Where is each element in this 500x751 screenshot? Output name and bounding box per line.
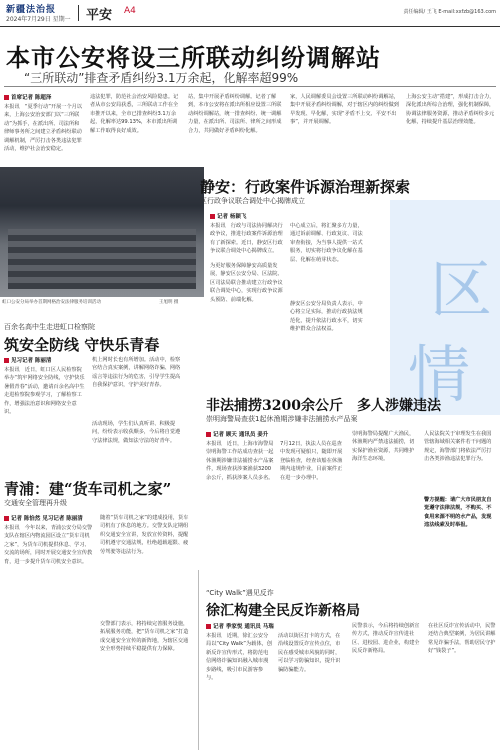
story2-column-2: 为更好服务保障静安高质量发展，静安区公安分局、区法院、区司法局联合推动建立行政争议联合调处中心，实现行政争议源头预防、前端化解。 bbox=[210, 263, 283, 303]
story5-column-1: 本报讯 近日，上海市海警局崇明海警工作站成功查获一起休渔期涉嫌非法捕捞水产品案件，现场查获涉案渔获3200余公斤，抓获涉案人员多名。 bbox=[206, 441, 274, 481]
byline-marker-icon bbox=[4, 358, 9, 363]
story4-column-3: 交警部门表示，将持续完善服务设施，拓展服务功能，把“货车司机之家”打造成交通安全宣传的新阵地，为辖区交通安全形势持续平稳提供有力保障。 bbox=[100, 621, 189, 653]
lead-column-5: 上海公安主动“搭建”，形成打击合力，深化派出所综合治理，强化机制保障，协调法律服务资源，推动矛盾纠纷多元化解，持续提升基层治理效能。 bbox=[406, 94, 495, 126]
story6-byline: 记者 季家悦 通讯员 马瑞 bbox=[206, 622, 274, 630]
lead-rule bbox=[4, 86, 496, 87]
lead-headline: 本市公安将设三所联动纠纷调解站 bbox=[6, 43, 381, 72]
decoration-char-1: 区 bbox=[430, 253, 493, 326]
story3-column-1: 本报讯 近日，虹口区人民检察院举办“筑牢网络安全防线，守护快乐暑假青春”活动，邀请百余名高中生走进检察院参观学习，了解检察工作，增强法治意识和网络安全意识。 bbox=[4, 367, 85, 416]
lead-photo bbox=[0, 167, 204, 297]
story4-byline: 记者 陈恰然 见习记者 陈丽清 bbox=[4, 514, 83, 522]
district-news-decoration bbox=[390, 200, 500, 415]
story3-column-3: 活动现场，学生们认真听讲、积极提问，纷纷表示收获颇多，今后将自觉遵守法律法规，做知法守法的好青年。 bbox=[92, 421, 181, 444]
lead-subhead: “三所联动”排查矛盾纠纷3.1万余起，化解率超99% bbox=[24, 71, 299, 85]
byline-marker-icon bbox=[4, 95, 9, 100]
issue-date: 2024年7月29日 星期一 bbox=[6, 16, 71, 23]
story3-headline: 筑安全防线 守快乐青春 bbox=[4, 336, 160, 354]
byline-marker-icon bbox=[210, 214, 215, 219]
story2-subhead: 区行政争议联合调处中心揭牌成立 bbox=[200, 197, 305, 205]
story6-column-4: 在社区反诈宣传活动中，民警还结合典型案例，为居民讲解常见诈骗手法，帮助居民守护好“钱袋子”。 bbox=[428, 623, 496, 655]
story2-headline: 静安：行政案件诉源治理新探索 bbox=[200, 178, 411, 196]
story4-column-2: 随着“货车司机之家”的建成投用，货车司机有了休息的地方。交警支队定期组织交通安全宣讲，发放宣传资料，提醒司机遵守交通法规，杜绝超载超限、疲劳驾驶等违法行为。 bbox=[100, 515, 189, 555]
story5-column-2: 7月12日，执法人员在巡查中发现可疑船只，随即开展登临检查，经查该船在休渔期内违规作业，目前案件正在进一步办理中。 bbox=[280, 441, 343, 481]
lead-column-2: 违法犯罪，防范社会治安风险隐患。记者从市公安局获悉，三所联动工作在全市推开以来，全市已排查纠纷3.1万余起，化解率达99.13%，本市派出所调解工作取得良好成效。 bbox=[90, 94, 179, 134]
story2-column-3: 中心成立后，将汇聚多方力量，通过诉前调解、行政复议、司法审查衔接，为当事人提供一站式服务，切实将行政争议化解在基层、化解在萌芽状态。 bbox=[290, 223, 363, 263]
byline-marker-icon bbox=[206, 624, 211, 629]
audience-rows bbox=[8, 229, 196, 289]
editor-info: 责任编辑/ 王飞 E-mail:xxfzb@163.com bbox=[403, 9, 496, 15]
lead-column-1: 本报讯 “夏季行动”开展一个月以来，上海公安治安部门以“三所联动”为抓手，在派出所、司法所和律师事务所之间建立矛盾纠纷联动调解机制，严厉打击各类违法犯罪活动，维护社会治安稳定。 bbox=[4, 104, 82, 153]
byline-marker-icon bbox=[4, 516, 9, 521]
byline-marker-icon bbox=[206, 432, 211, 437]
story6-column-1: 本报讯 近期，徐汇公安分局以“City Walk”为载体，创新反诈宣传形式，将防范电信网络诈骗知识融入城市漫步路线，吸引市民游客参与。 bbox=[206, 633, 272, 682]
photo-credit: 王旭明 摄 bbox=[159, 300, 179, 305]
story5-headline: 非法捕捞3200余公斤 多人涉嫌违法 bbox=[206, 398, 441, 414]
story4-column-1: 本报讯 今年以来，青浦公安分局交警支队在辖区内物流园区设立“货车司机之家”，为货车司机提供休息、学习、交流的场所，同时开展交通安全宣传教育，进一步提升货车司机安全意识。 bbox=[4, 525, 93, 565]
photo-caption: 虹口公安分局举办首期网格治安法律服务培训活动 bbox=[2, 300, 101, 305]
story5-byline: 记者 顾天 通讯员 姜升 bbox=[206, 430, 268, 438]
story6-kicker: “City Walk”遇见反诈 bbox=[206, 589, 274, 597]
decoration-char-2: 情 bbox=[408, 338, 471, 411]
lead-byline: 首席记者 陈超泽 bbox=[4, 93, 51, 101]
page-number: A4 bbox=[124, 6, 136, 16]
story5-column-4: 人民法院关于审理发生在我国管辖海域相关案件若干问题的规定，海警部门将依法严厉打击各类涉渔违法犯罪行为。 bbox=[424, 431, 492, 463]
story3-byline: 见习记者 陈丽清 bbox=[4, 356, 51, 364]
lead-column-3: 站，集中开展矛盾纠纷调解。记者了解到，本市公安将在派出所相应设置三所联动纠纷调解站，统一排查纠纷、统一调解力量，在派出所、司法所、律所之间形成合力，共同做好矛盾纠纷化解。 bbox=[188, 94, 282, 134]
story5-police-tip: 警方提醒：请广大市民朋友自觉遵守法律法规，不购买、不食用来源不明的水产品，发现违法线索及时举报。 bbox=[424, 497, 492, 529]
story4-headline: 青浦：建“货车司机之家” bbox=[4, 480, 172, 498]
story6-column-3: 民警表示，今后将持续创新宣传方式，推动反诈宣传进社区、进校园、进企业，构建全民反诈新格局。 bbox=[352, 623, 420, 655]
lead-column-4: 家，人民调解委员会设置三所联动纠纷调解站，集中开展矛盾纠纷调解，对于辖区内的纠纷做到早发现、早化解，实现“矛盾不上交、平安不出事”，并开展调解。 bbox=[290, 94, 399, 126]
story6-headline: 徐汇构建全民反诈新格局 bbox=[206, 603, 360, 619]
story4-subhead: 交通安全管理再升级 bbox=[4, 499, 67, 507]
story2-column-1: 本报讯 行政与司法协同解决行政争议，推进行政案件诉源治理有了新探索。近日，静安区行政争议联合调处中心揭牌成立。 bbox=[210, 223, 283, 255]
masthead bbox=[0, 0, 500, 27]
masthead-divider bbox=[78, 5, 79, 21]
section-title: 平安 bbox=[86, 8, 113, 23]
story5-subhead: 崇明海警局查获1起休渔期涉嫌非法捕捞水产品案 bbox=[206, 415, 358, 423]
story3-column-2: 机上网时长也有所增加。活动中，检察官结合真实案例，讲解网络诈骗、网络谣言等违法行为的危害，引导学生提高自我保护意识，守护美好青春。 bbox=[92, 357, 181, 389]
story6-column-2: 活动以街区打卡的方式，在沿线设置反诈宣传点位，市民在感受城市风貌的同时，可以学习防骗知识，提升识骗防骗能力。 bbox=[278, 633, 341, 673]
story2-column-4: 静安区公安分局负责人表示，中心将立足实际，推动行政执法规范化，提升依法行政水平，切实维护群众合法权益。 bbox=[290, 301, 363, 333]
story3-kicker: 百余名高中生走进虹口检察院 bbox=[4, 323, 95, 331]
newspaper-logo: 新疆法治报 bbox=[6, 5, 57, 15]
story6-divider bbox=[198, 570, 199, 750]
story5-column-3: 崇明海警局提醒广大渔民，休渔期内严禁违法捕捞，切实保护渔业资源，共同维护海洋生态环境。 bbox=[352, 431, 415, 463]
story2-byline: 记者 杨颖飞 bbox=[210, 212, 246, 220]
